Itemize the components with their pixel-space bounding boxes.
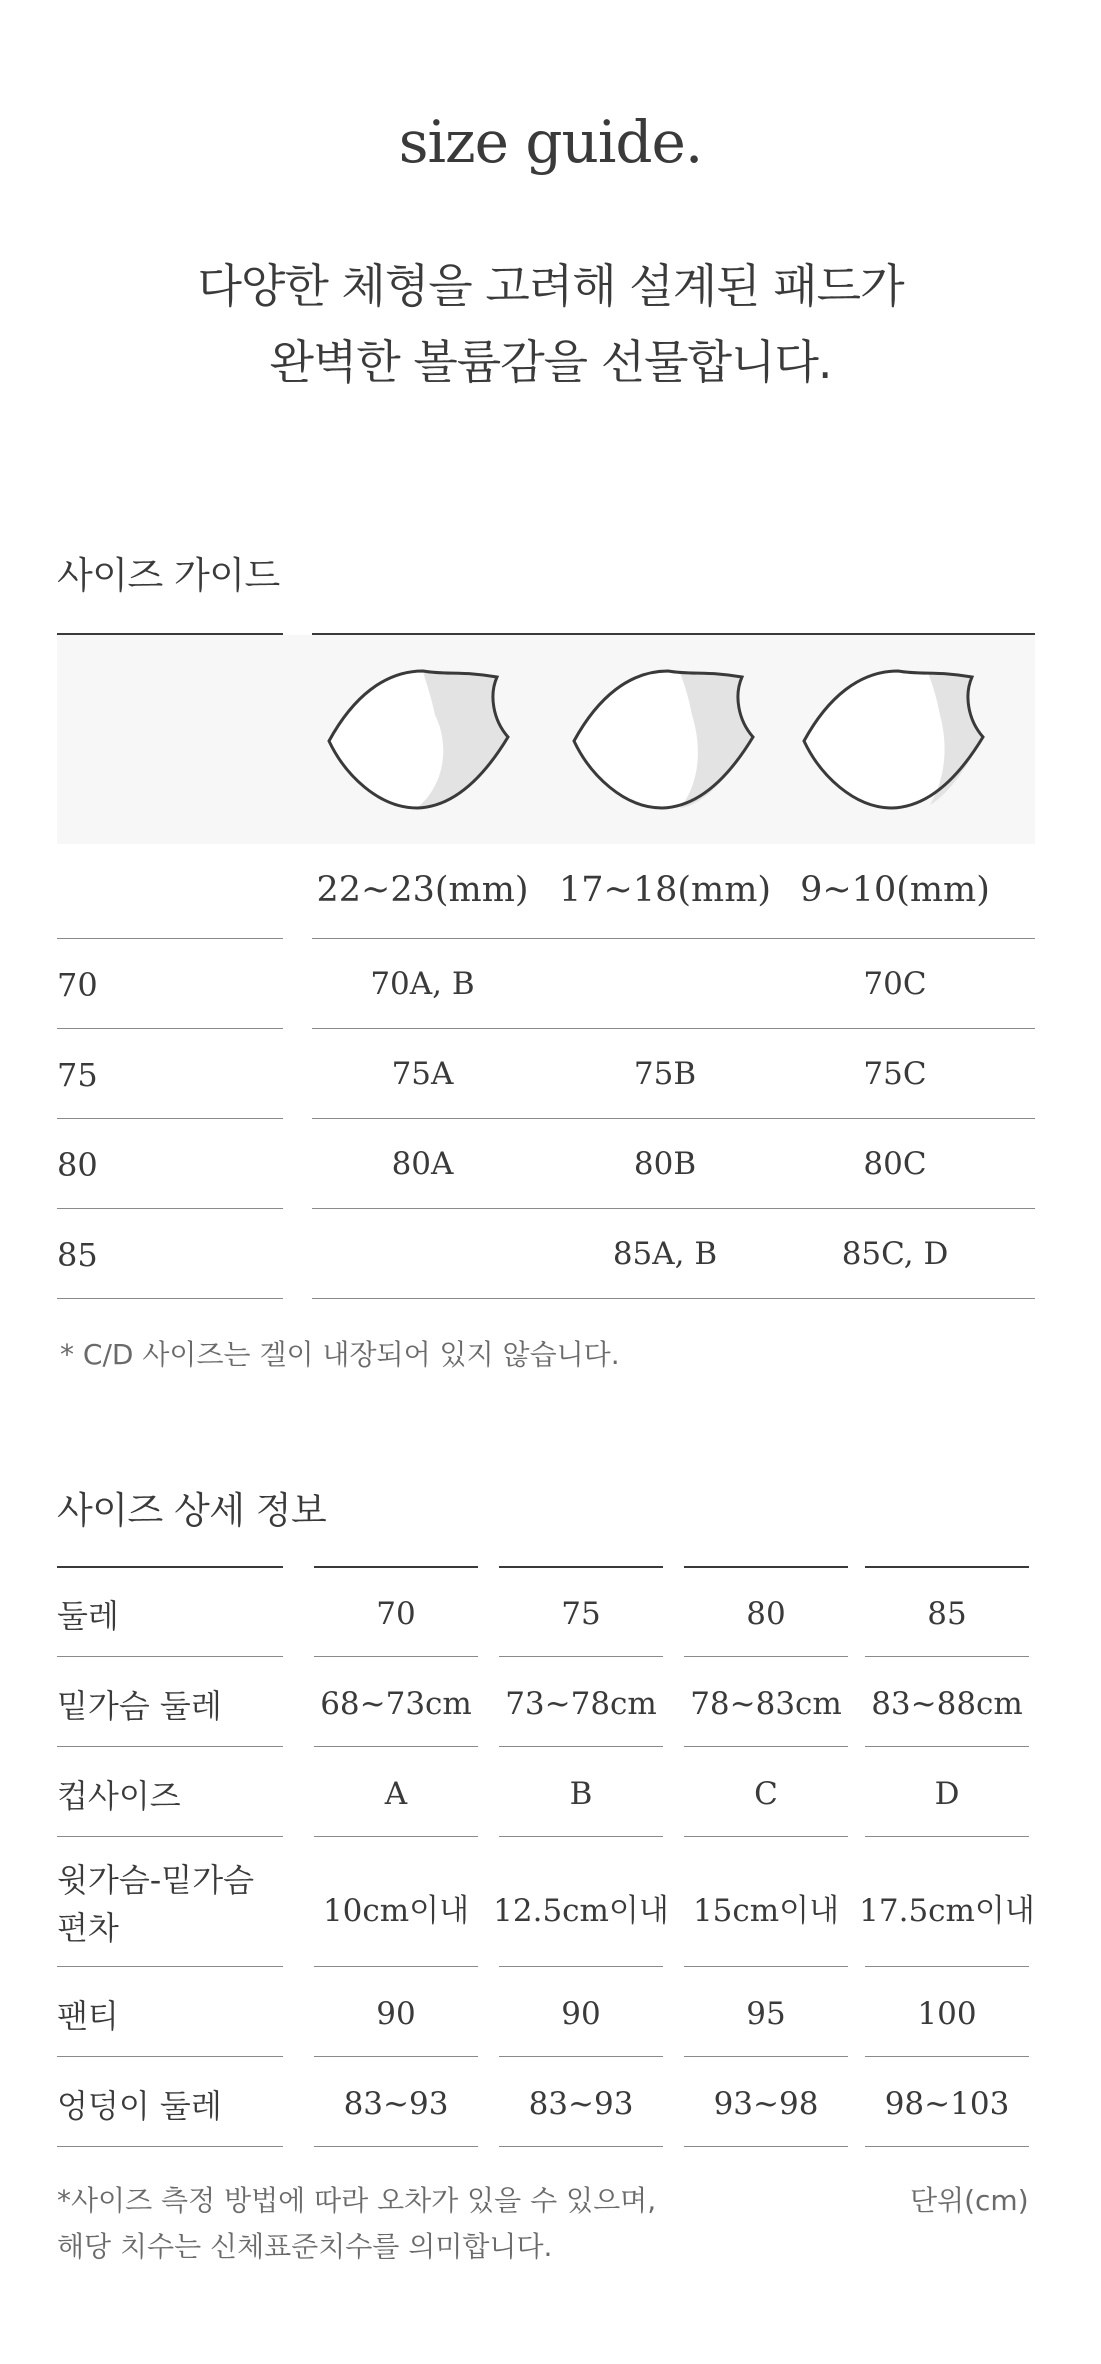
detail-top-rule (865, 1566, 1029, 1568)
detail-top-rule (314, 1566, 478, 1568)
table-row-divider (312, 938, 1035, 939)
size-cell: 75A (391, 1056, 454, 1092)
detail-row-label: 엉덩이 둘레 (57, 2087, 222, 2125)
size-cell: 70A, B (370, 966, 475, 1002)
detail-row-divider (865, 2146, 1029, 2147)
detail-row-divider (865, 1836, 1029, 1837)
detail-cell: D (934, 1776, 960, 1812)
detail-row-divider (57, 2146, 283, 2147)
detail-row-divider (499, 1656, 663, 1657)
detail-row-divider (499, 1836, 663, 1837)
size-guide-footnote: * C/D 사이즈는 겔이 내장되어 있지 않습니다. (60, 1338, 620, 1371)
detail-row-label: 밑가슴 둘레 (57, 1687, 222, 1725)
table-row-divider (57, 938, 283, 939)
detail-row-label: 둘레 (57, 1597, 119, 1635)
size-guide-title: 사이즈 가이드 (57, 554, 280, 597)
table-row-divider (57, 1028, 283, 1029)
band-size-label: 75 (57, 1056, 98, 1094)
size-cell: 75B (633, 1056, 697, 1092)
detail-cell: 15cm이내 (692, 1893, 840, 1929)
size-detail-title: 사이즈 상세 정보 (57, 1489, 327, 1532)
detail-row-divider (865, 1746, 1029, 1747)
detail-row-label: 팬티 (57, 1997, 119, 2035)
table-row-divider (312, 1028, 1035, 1029)
unit-label: 단위(cm) (910, 2184, 1029, 2217)
detail-row-divider (865, 2056, 1029, 2057)
detail-row-divider (57, 1966, 283, 1967)
detail-cell: 83~93 (528, 2086, 634, 2122)
detail-cell: 10cm이내 (322, 1893, 470, 1929)
page-title: size guide. (398, 108, 703, 176)
detail-cell: 100 (917, 1996, 977, 2032)
detail-cell: 80 (746, 1596, 786, 1632)
table-row-divider (57, 1208, 283, 1209)
size-detail-note (57, 2178, 656, 2270)
detail-row-divider (57, 1836, 283, 1837)
bra-pad-icon (570, 665, 760, 815)
detail-row-divider (314, 2146, 478, 2147)
thickness-header-1: 22~23(mm) (316, 870, 529, 910)
detail-cell: 73~78cm (505, 1686, 657, 1722)
detail-row-divider (57, 1746, 283, 1747)
table-row-divider (312, 1118, 1035, 1119)
detail-cell: 95 (746, 1996, 786, 2032)
detail-cell: 70 (376, 1596, 416, 1632)
bra-pad-icon (325, 665, 515, 815)
detail-cell: C (754, 1776, 778, 1812)
detail-cell: 68~73cm (320, 1686, 472, 1722)
detail-row-label (57, 1856, 254, 1952)
size-cell: 80C (863, 1146, 927, 1182)
detail-row-divider (865, 1966, 1029, 1967)
detail-row-divider (684, 2056, 848, 2057)
detail-row-divider (57, 2056, 283, 2057)
detail-row-divider (865, 1656, 1029, 1657)
detail-row-divider (57, 1656, 283, 1657)
detail-row-label: 컵사이즈 (57, 1777, 181, 1815)
detail-row-divider (499, 2146, 663, 2147)
detail-row-divider (499, 1746, 663, 1747)
detail-row-divider (314, 1746, 478, 1747)
size-cell: 85C, D (841, 1236, 949, 1272)
detail-row-label-line-1: 윗가슴-밑가슴 (57, 1861, 255, 1899)
size-cell: 75C (863, 1056, 927, 1092)
detail-row-divider (499, 2056, 663, 2057)
table-row-divider (57, 1118, 283, 1119)
size-cell: 80B (633, 1146, 697, 1182)
detail-cell: 85 (927, 1596, 967, 1632)
subtitle-line-1: 다양한 체형을 고려해 설계된 패드가 (197, 259, 904, 313)
table-row-divider (312, 1208, 1035, 1209)
detail-row-divider (499, 1966, 663, 1967)
thickness-header-2: 17~18(mm) (558, 870, 772, 910)
detail-cell: B (569, 1776, 593, 1812)
detail-cell: 90 (376, 1996, 416, 2032)
page-subtitle (0, 248, 1101, 400)
detail-row-divider (684, 1836, 848, 1837)
band-size-label: 85 (57, 1236, 98, 1274)
table-row-divider (57, 1298, 283, 1299)
detail-top-rule (684, 1566, 848, 1568)
detail-row-divider (684, 1746, 848, 1747)
size-cell: 70C (863, 966, 927, 1002)
bra-pad-icon (800, 665, 990, 815)
detail-row-divider (314, 2056, 478, 2057)
detail-cell: 75 (561, 1596, 601, 1632)
size-cell: 85A, B (612, 1236, 718, 1272)
detail-row-label-line-2: 편차 (57, 1909, 119, 1947)
detail-cell: 83~93 (343, 2086, 449, 2122)
size-cell: 80A (391, 1146, 454, 1182)
detail-row-divider (684, 1966, 848, 1967)
subtitle-line-2: 완벽한 볼륨감을 선물합니다. (269, 335, 832, 389)
detail-cell: A (384, 1776, 408, 1812)
detail-top-rule (57, 1566, 283, 1568)
detail-cell: 98~103 (884, 2086, 1010, 2122)
detail-cell: 83~88cm (871, 1686, 1023, 1722)
detail-cell: 90 (561, 1996, 601, 2032)
thickness-header-3: 9~10(mm) (800, 870, 990, 910)
detail-cell: 78~83cm (690, 1686, 842, 1722)
detail-row-divider (684, 2146, 848, 2147)
size-detail-note-line-2: 해당 치수는 신체표준치수를 의미합니다. (57, 2230, 553, 2263)
detail-row-divider (314, 1836, 478, 1837)
detail-cell: 12.5cm이내 (493, 1893, 669, 1929)
band-size-label: 80 (57, 1146, 98, 1184)
detail-cell: 17.5cm이내 (859, 1893, 1035, 1929)
detail-row-divider (314, 1966, 478, 1967)
size-detail-note-line-1: *사이즈 측정 방법에 따라 오차가 있을 수 있으며, (57, 2184, 657, 2217)
table-row-divider (312, 1298, 1035, 1299)
detail-row-divider (314, 1656, 478, 1657)
detail-row-divider (684, 1656, 848, 1657)
detail-cell: 93~98 (713, 2086, 819, 2122)
detail-top-rule (499, 1566, 663, 1568)
band-size-label: 70 (57, 966, 98, 1004)
